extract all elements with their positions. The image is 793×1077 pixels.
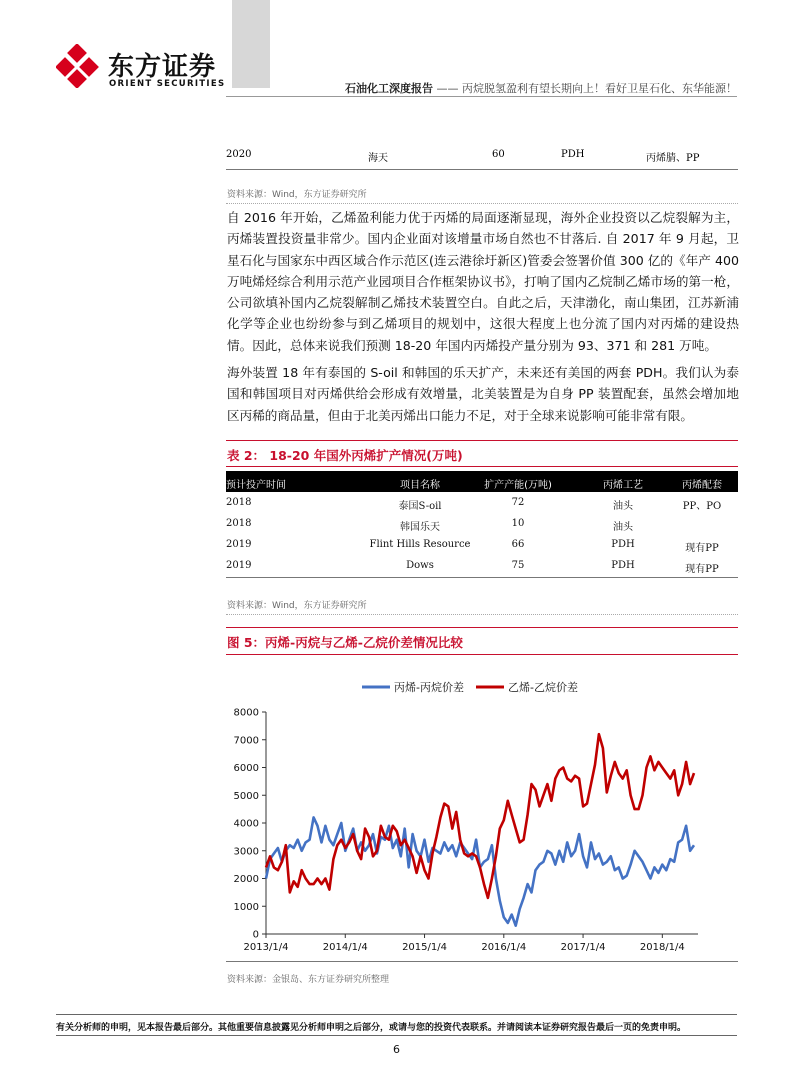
source-divider-1	[226, 203, 738, 204]
x-tick-label: 2016/1/4	[481, 942, 527, 953]
spread-line-chart	[226, 668, 738, 958]
cell-project: Dows	[406, 560, 434, 571]
header-separator: ——	[436, 82, 459, 95]
cell-process: PDH	[611, 560, 635, 571]
cell-process: 油头	[613, 501, 633, 512]
table-row	[226, 513, 738, 534]
table-row	[226, 534, 738, 555]
th-process: 丙烯工艺	[603, 480, 643, 491]
source-note-1: 资料来源：Wind，东方证券研究所	[227, 190, 367, 200]
header-rule	[226, 96, 737, 97]
figure-5-title: 图 5：丙烯-丙烷与乙烯-乙烷价差情况比较	[227, 635, 463, 650]
cell-time: 2019	[226, 539, 252, 550]
report-type: 石油化工深度报告	[345, 82, 433, 95]
th-downstream: 丙烯配套	[682, 480, 722, 491]
row-year: 2020	[226, 149, 252, 160]
cell-capacity: 66	[511, 539, 525, 550]
footer-top-rule	[56, 1014, 737, 1015]
report-subtitle: 丙烷脱氢盈利有望长期向上！看好卫星石化、东华能源！	[462, 82, 737, 95]
th-start-time: 预计投产时间	[226, 480, 286, 491]
company-logo	[56, 44, 226, 94]
figure-title-top-rule	[226, 627, 738, 628]
page-number: 6	[393, 1043, 400, 1056]
table-header-row	[226, 471, 738, 492]
expansion-table	[226, 471, 738, 576]
cell-time: 2019	[226, 560, 252, 571]
figure-bottom-rule	[226, 961, 738, 962]
cell-time: 2018	[226, 518, 252, 529]
table-row	[226, 555, 738, 576]
x-tick-label: 2013/1/4	[243, 942, 289, 953]
cell-project: 泰国S-oil	[398, 501, 442, 512]
header-decor-band	[232, 0, 270, 88]
y-tick-label: 0	[252, 929, 259, 941]
legend-label-2: 乙烯-乙烷价差	[508, 681, 578, 694]
cell-downstream: 现有PP	[685, 564, 719, 575]
footer-bottom-rule	[56, 1035, 737, 1036]
row-capacity: 60	[492, 149, 505, 160]
x-tick-label: 2015/1/4	[402, 942, 447, 953]
figure-title-bottom-rule	[226, 654, 738, 655]
x-tick-label: 2017/1/4	[560, 942, 606, 953]
y-tick-label: 5000	[233, 790, 259, 802]
report-header-title	[345, 80, 737, 96]
row-company: 海天	[368, 153, 388, 164]
cell-downstream: PP、PO	[682, 501, 722, 512]
y-tick-label: 1000	[233, 901, 259, 913]
cell-downstream: 现有PP	[685, 543, 719, 554]
y-tick-label: 2000	[233, 874, 259, 885]
y-tick-label: 7000	[233, 735, 259, 747]
analyst-disclaimer: 有关分析师的申明，见本报告最后部分。其他重要信息披露见分析师申明之后部分，或请与您的投资代表联系。并请阅读本证券研究报告最后一页的免责申明。	[56, 1023, 687, 1033]
table-2-title: 表 2： 18-20 年国外丙烯扩产情况(万吨)	[227, 448, 463, 463]
logo-text-cn: 东方证券	[108, 52, 217, 82]
cell-project: Flint Hills Resource	[369, 539, 471, 550]
series-line-2	[266, 734, 694, 898]
legend-label-1: 丙烯-丙烷价差	[394, 681, 464, 694]
th-capacity: 扩产产能(万吨)	[484, 480, 552, 491]
table-2-bottom-rule	[226, 577, 738, 578]
x-tick-label: 2014/1/4	[322, 942, 368, 953]
cell-project: 韩国乐天	[400, 522, 440, 533]
source-note-3: 资料来源：金银岛、东方证券研究所整理	[227, 975, 390, 985]
source-note-2: 资料来源：Wind，东方证券研究所	[227, 601, 367, 611]
body-paragraph-1: 自 2016 年开始，乙烯盈利能力优于丙烯的局面逐渐显现，海外企业投资以乙烷裂解为主，丙烯装置投资量非常少。国内企业面对该增量市场自然也不甘落后. 自 2017 年 9 月起，卫星石化与国家东中西区域合作示范区(连云港徐圩新区)管委会签署价值 300 亿的《年产 400 万吨烯烃综合利用示范产业园项目合作框架协议书》，打响了国内乙烷制乙烯市场的第一枪，公司欲填补国内乙烷裂解制乙烯技术装置空白。自此之后，天津渤化，南山集团，江苏新浦化学等企业也纷纷参与到乙烯项目的规划中，这很大程度上也分流了国内对丙烯的建设热情。因此，总体来说我们预测 18-20 年国内丙烯投产量分别为 93、371 和 281 万吨。	[227, 210, 739, 353]
y-tick-label: 6000	[233, 763, 259, 774]
row-process: PDH	[561, 149, 585, 160]
logo-text-en: ORIENT SECURITIES	[109, 79, 226, 89]
y-tick-label: 3000	[233, 846, 259, 858]
th-project-name: 项目名称	[400, 480, 440, 491]
body-paragraph-2: 海外装置 18 年有泰国的 S-oil 和韩国的乐天扩产，未来还有美国的两套 PDH。我们认为泰国和韩国项目对丙烯供给会形成有效增量，北美装置是为自身 PP 装置配套，虽然会增加地区丙稀的商品量，但由于北美丙烯出口能力不足，对于全球来说影响可能非常有限。	[227, 365, 739, 423]
cell-capacity: 10	[511, 518, 525, 529]
y-tick-label: 4000	[233, 818, 259, 830]
cell-process: PDH	[611, 539, 635, 550]
cell-time: 2018	[226, 497, 252, 508]
table-bottom-rule	[226, 169, 738, 170]
source-divider-2	[226, 614, 738, 615]
cell-capacity: 72	[511, 497, 525, 508]
logo-mark-icon	[56, 44, 100, 88]
table-title-top-rule	[226, 440, 738, 441]
x-tick-label: 2018/1/4	[639, 942, 685, 953]
table-row	[226, 492, 738, 513]
continued-table-row	[226, 149, 738, 163]
y-tick-label: 8000	[233, 707, 259, 719]
cell-capacity: 75	[511, 560, 525, 571]
table-title-bottom-rule	[226, 466, 738, 467]
row-product: 丙烯腈、PP	[646, 153, 700, 164]
cell-process: 油头	[613, 522, 633, 533]
